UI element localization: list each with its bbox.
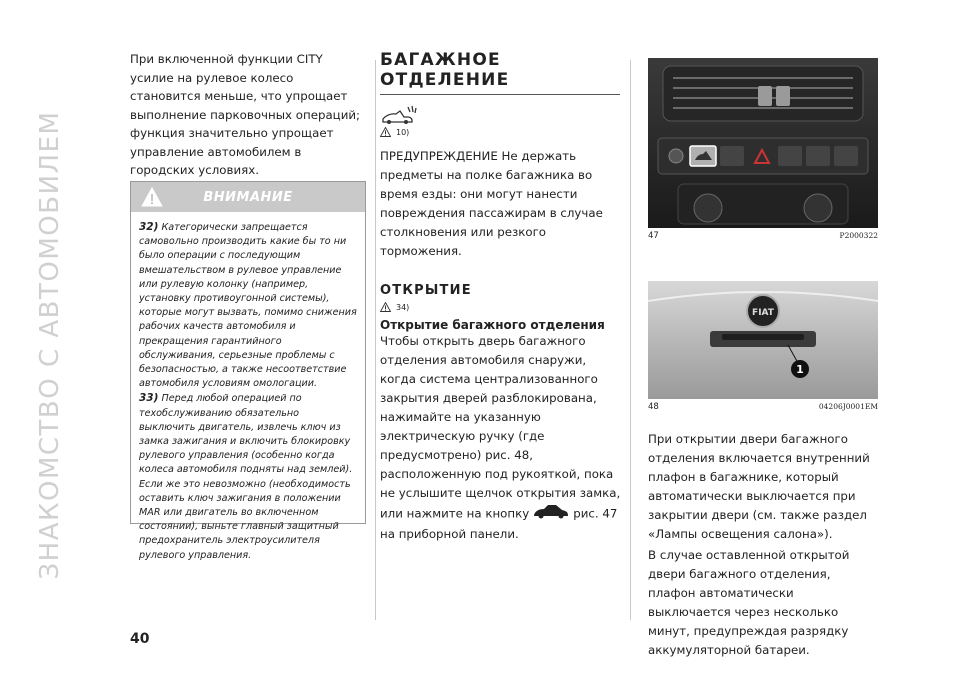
figure-code: 04206J0001EM xyxy=(818,402,878,411)
figure-number: 47 xyxy=(648,231,659,241)
figure-number: 48 xyxy=(648,402,659,412)
reference-row xyxy=(380,127,625,137)
figure-caption xyxy=(648,231,878,241)
warning-item-text: Категорически запрещается самовольно производить какие бы то ни было операции с последующим вмешательством в рулевое управление или рулевую колонку (например, установку противоугонной системы), которые могут вызвать, помимо снижения рабочих качеств автомобиля и прекращения гарантийного обслуживания, серьезные проблемы с безопасностью, а также несоответствие автомобиля условиям омологации. xyxy=(139,222,357,390)
interior-light-paragraph: При открытии двери багажного отделения включается внутренний плафон в багажнике, который автоматически выключается при закрытии двери (см. также раздел «Лампы освещения салона»). xyxy=(648,432,870,541)
callout-number: 1 xyxy=(796,363,804,376)
warning-item-text: Перед любой операцией по техобслуживанию обязательно выключить двигатель, извлечь ключ из замка зажигания и включить блокировку рулевого управления (особенно когда колеса автомобиля подняты над землей). Если же это невозможно (необходимость оставить ключ зажигания в положении MAR или двигатель во включенном состоянии), выньте главный защитный предохранитель электроусилителя рулевого управления. xyxy=(139,393,353,561)
column-divider xyxy=(375,60,376,620)
warning-box xyxy=(130,181,366,561)
section-rule xyxy=(380,94,620,95)
tailgate-handle-image xyxy=(648,281,878,399)
warning-item-33 xyxy=(139,391,357,562)
figure-47-dashboard-photo xyxy=(648,58,878,228)
column-left xyxy=(130,50,366,180)
subsection-title: ОТКРЫТИЕ xyxy=(380,283,472,298)
fiat-logo-text: FIAT xyxy=(752,308,774,318)
dashboard-buttons-image xyxy=(648,58,878,228)
warning-paragraph: ПРЕДУПРЕЖДЕНИЕ Не держать предметы на полке багажника во время езды: они могут нанести повреждения пассажирам в случае столкновения или резкого торможения. xyxy=(380,149,603,258)
reference-number: 34) xyxy=(396,302,410,312)
warning-item-32 xyxy=(139,220,357,391)
warning-body xyxy=(131,212,365,563)
car-trunk-icon xyxy=(532,503,570,525)
opening-heading: Открытие багажного отделения xyxy=(380,318,605,332)
warning-triangle-icon xyxy=(141,187,163,207)
section-title: БАГАЖНОЕ ОТДЕЛЕНИЕ xyxy=(380,50,510,90)
reference-number: 10) xyxy=(396,127,410,137)
warning-title: ВНИМАНИЕ xyxy=(203,189,293,205)
column-middle xyxy=(380,50,625,544)
warning-item-number: 32) xyxy=(139,221,159,233)
trunk-open-icon xyxy=(380,103,420,125)
opening-paragraph xyxy=(380,332,625,544)
warning-triangle-icon xyxy=(380,127,391,137)
figure-caption xyxy=(648,402,878,412)
column-divider xyxy=(630,60,631,620)
section-icon-row xyxy=(380,103,625,125)
opening-text-a: Чтобы открыть дверь багажного отделения автомобиля снаружи, когда система централизованного закрытия дверей разблокирована, нажимайте на указанную электрическую ручку (где предусмотрено) рис. 48, расположенную под рукояткой, пока не услышите щелчок открытия замка, или нажмите на кнопку xyxy=(380,334,621,521)
chapter-side-title: ЗНАКОМСТВО С АВТОМОБИЛЕМ xyxy=(35,110,65,580)
warning-header xyxy=(131,182,365,212)
warning-triangle-icon xyxy=(380,302,391,312)
auto-off-paragraph: В случае оставленной открытой двери багажного отделения, плафон автоматически выключается через несколько минут, предупреждая разрядку аккумуляторной батареи. xyxy=(648,548,850,657)
figure-48-tailgate-photo xyxy=(648,281,878,399)
warning-item-number: 33) xyxy=(139,392,159,405)
column-right xyxy=(648,58,878,660)
intro-paragraph: При включенной функции CITY усилие на рулевое колесо становится меньше, что упрощает выполнение парковочных операций; функция значительно упрощает управление автомобилем в городских условиях. xyxy=(130,52,361,177)
reference-row xyxy=(380,302,625,312)
page-number: 40 xyxy=(130,631,150,647)
opening-text-b: рис. 47 на приборной панели. xyxy=(380,506,618,541)
figure-code: P2000322 xyxy=(839,231,878,240)
